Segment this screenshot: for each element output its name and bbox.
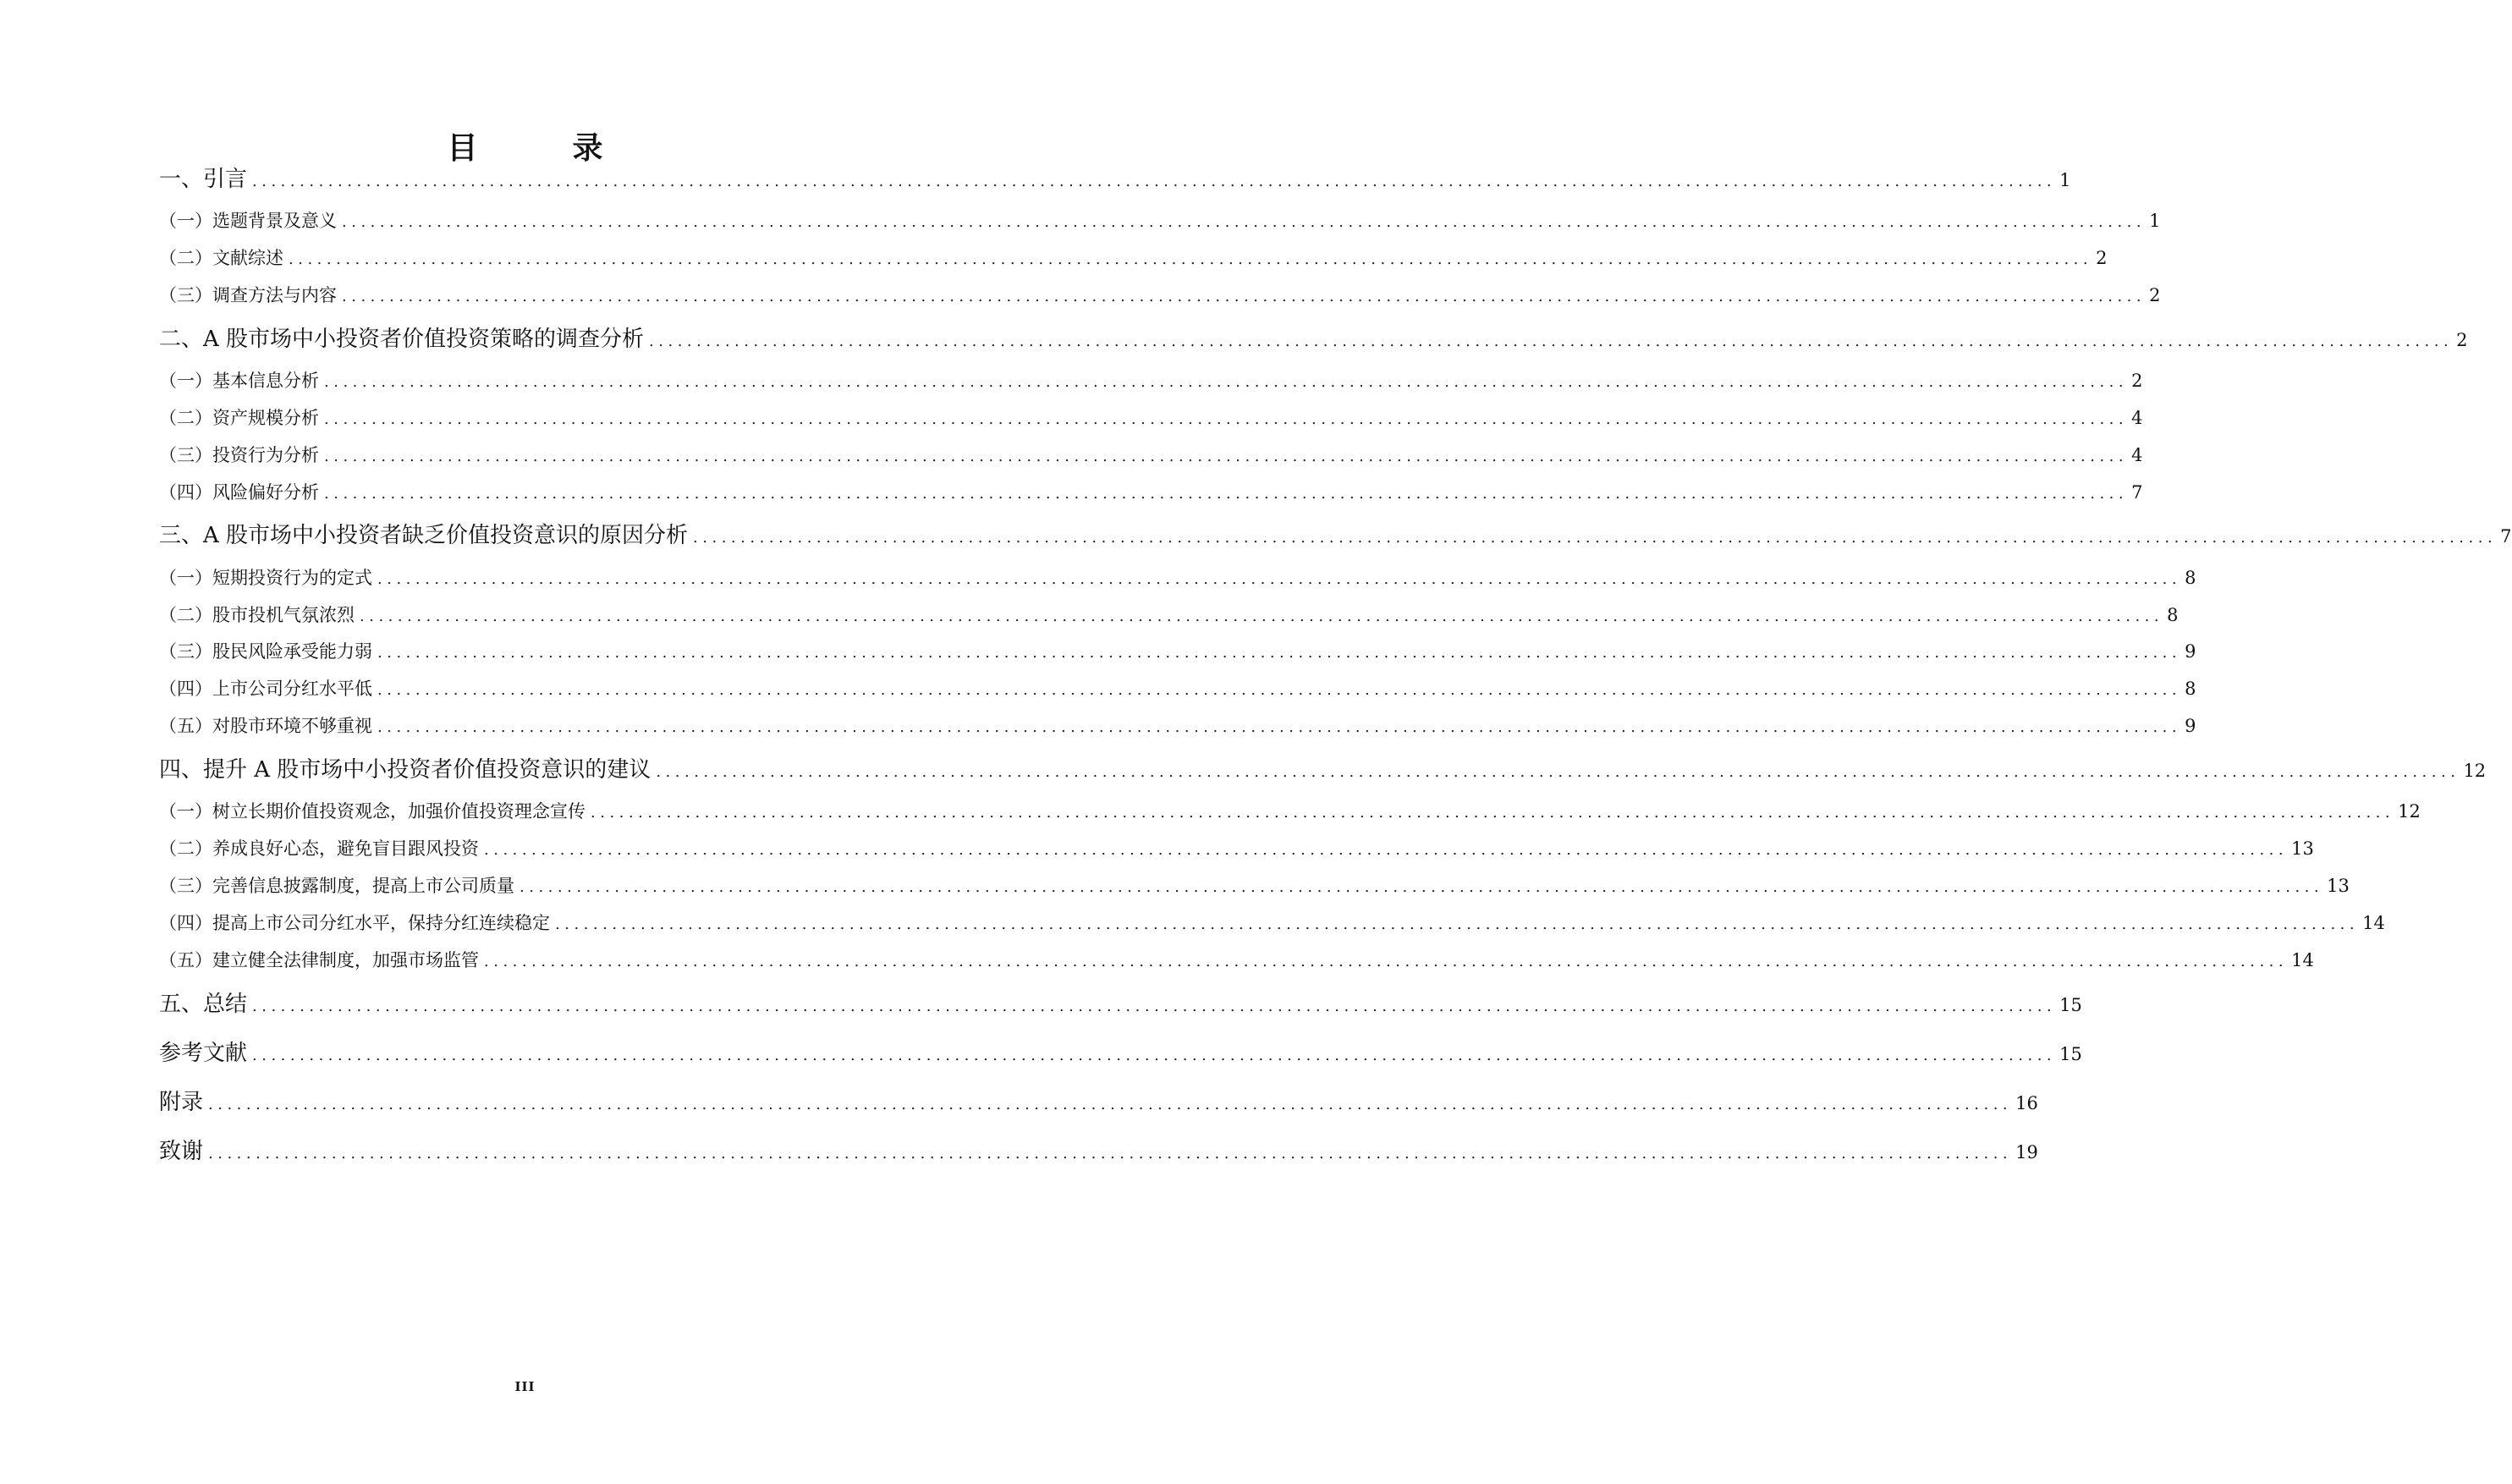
- toc-dot-leader: ..............................................................................................................................................................................................: [324, 485, 2129, 503]
- toc-page-number: 12: [2463, 761, 2487, 781]
- toc-entry-speculative-atmosphere[interactable]: [159, 602, 2179, 629]
- toc-entry-label: （三）调查方法与内容: [159, 285, 337, 305]
- toc-entry-good-mindset[interactable]: [159, 835, 2314, 862]
- toc-entry-literature-review[interactable]: [159, 245, 2108, 272]
- toc-page-number: 8: [2185, 679, 2196, 699]
- toc-entry-label: （二）资产规模分析: [159, 408, 319, 428]
- toc-page-number: 9: [2185, 641, 2196, 662]
- toc-page-number: 12: [2398, 801, 2421, 822]
- toc-dot-leader: ..............................................................................................................................................................................................: [289, 250, 2093, 268]
- toc-dot-leader: ..............................................................................................................................................................................................: [656, 763, 2460, 781]
- toc-dot-leader: ..............................................................................................................................................................................................: [484, 953, 2289, 970]
- toc-page-number: 4: [2131, 408, 2143, 428]
- toc-entry-long-term-concept[interactable]: [159, 798, 2421, 825]
- toc-dot-leader: ..............................................................................................................................................................................................: [519, 878, 2324, 896]
- toc-page-number: 16: [2015, 1093, 2038, 1113]
- toc-entry-label: 附录: [159, 1090, 204, 1115]
- toc-dot-leader: ..............................................................................................................................................................................................: [693, 529, 2498, 547]
- toc-entry-label: （一）短期投资行为的定式: [159, 568, 372, 588]
- toc-page-number: 13: [2327, 876, 2350, 896]
- toc-dot-leader: ..............................................................................................................................................................................................: [208, 1096, 2013, 1113]
- toc-page-number: 15: [2059, 995, 2082, 1015]
- toc-entry-label: （二）股市投机气氛浓烈: [159, 605, 355, 625]
- toc-dot-leader: ..............................................................................................................................................................................................: [377, 718, 2182, 736]
- toc-entry-risk-tolerance[interactable]: [159, 638, 2196, 665]
- toc-entry-intro[interactable]: [159, 164, 2071, 195]
- toc-dot-leader: ..............................................................................................................................................................................................: [324, 448, 2129, 465]
- toc-entry-investment-behavior[interactable]: [159, 442, 2143, 469]
- toc-entry-basic-info[interactable]: [159, 367, 2143, 394]
- toc-entry-label: （四）风险偏好分析: [159, 482, 319, 503]
- toc-entry-label: 参考文献: [159, 1041, 248, 1066]
- toc-entry-label: 二、A 股市场中小投资者价值投资策略的调查分析: [159, 327, 645, 352]
- toc-entry-label: （三）投资行为分析: [159, 445, 319, 465]
- toc-page-number: 13: [2291, 838, 2314, 859]
- toc-entry-market-environment[interactable]: [159, 712, 2196, 739]
- toc-dot-leader: ..............................................................................................................................................................................................: [555, 915, 2360, 933]
- toc-dot-leader: ..............................................................................................................................................................................................: [252, 173, 2057, 190]
- toc-entry-label: （三）完善信息披露制度，提高上市公司质量: [159, 876, 514, 896]
- toc-dot-leader: ..............................................................................................................................................................................................: [252, 1047, 2057, 1064]
- toc-entry-disclosure-system[interactable]: [159, 872, 2350, 899]
- toc-entry-label: （二）养成良好心态，避免盲目跟风投资: [159, 838, 479, 859]
- toc-entry-acknowledgements[interactable]: [159, 1136, 2038, 1167]
- toc-page-number: 2: [2456, 330, 2468, 350]
- toc-dot-leader: ..............................................................................................................................................................................................: [484, 841, 2289, 859]
- toc-dot-leader: ..............................................................................................................................................................................................: [591, 804, 2395, 822]
- toc-page-number: 4: [2131, 445, 2143, 465]
- toc-page-number: 15: [2059, 1044, 2082, 1064]
- toc-entry-label: （五）对股市环境不够重视: [159, 716, 372, 736]
- toc-page-number: 9: [2185, 716, 2196, 736]
- toc-entry-label: 三、A 股市场中小投资者缺乏价值投资意识的原因分析: [159, 523, 689, 548]
- toc-entry-legal-system[interactable]: [159, 947, 2314, 974]
- toc-page-number: 8: [2185, 568, 2196, 588]
- toc-entry-label: 四、提升 A 股市场中小投资者价值投资意识的建议: [159, 757, 651, 783]
- toc-dot-leader: ..............................................................................................................................................................................................: [324, 410, 2129, 428]
- toc-entry-references[interactable]: [159, 1038, 2082, 1069]
- toc-dot-leader: ..............................................................................................................................................................................................: [342, 288, 2146, 305]
- toc-entry-dividend-level[interactable]: [159, 675, 2196, 702]
- toc-page-number: 14: [2362, 913, 2385, 933]
- page-title: 目 录: [447, 130, 635, 166]
- toc-dot-leader: ..............................................................................................................................................................................................: [360, 607, 2164, 625]
- toc-entry-label: （一）基本信息分析: [159, 371, 319, 391]
- toc-dot-leader: ..............................................................................................................................................................................................: [377, 570, 2182, 588]
- toc-entry-label: 一、引言: [159, 167, 248, 192]
- toc-dot-leader: ..............................................................................................................................................................................................: [649, 333, 2454, 350]
- toc-entry-label: 致谢: [159, 1139, 204, 1164]
- toc-entry-survey-methods[interactable]: [159, 282, 2161, 309]
- toc-entry-label: （一）选题背景及意义: [159, 211, 337, 231]
- toc-page-number: 1: [2059, 170, 2071, 190]
- toc-entry-label: （四）上市公司分红水平低: [159, 679, 372, 699]
- toc-entry-label: （五）建立健全法律制度，加强市场监管: [159, 950, 479, 970]
- toc-page-number: 7: [2500, 526, 2512, 547]
- toc-page-number: 1: [2149, 211, 2161, 231]
- toc-entry-chapter-2[interactable]: [159, 324, 2468, 355]
- toc-entry-short-term-behavior[interactable]: [159, 564, 2196, 591]
- footer-page-number: III: [514, 1379, 536, 1394]
- toc-entry-chapter-4[interactable]: [159, 755, 2487, 785]
- toc-entry-asset-scale[interactable]: [159, 404, 2143, 431]
- toc-entry-raise-dividends[interactable]: [159, 910, 2385, 937]
- toc-dot-leader: ..............................................................................................................................................................................................: [342, 213, 2146, 231]
- toc-page-number: 2: [2149, 285, 2161, 305]
- toc-entry-background[interactable]: [159, 207, 2161, 234]
- toc-entry-appendix[interactable]: [159, 1087, 2038, 1118]
- toc-entry-label: （一）树立长期价值投资观念，加强价值投资理念宣传: [159, 801, 585, 822]
- toc-entry-risk-preference[interactable]: [159, 479, 2143, 506]
- toc-entry-label: （四）提高上市公司分红水平，保持分红连续稳定: [159, 913, 550, 933]
- toc-entry-chapter-3[interactable]: [159, 520, 2512, 551]
- toc-page-number: 2: [2096, 248, 2108, 268]
- toc-dot-leader: ..............................................................................................................................................................................................: [252, 998, 2057, 1015]
- toc-page-number: 7: [2131, 482, 2143, 503]
- toc-dot-leader: ..............................................................................................................................................................................................: [208, 1145, 2013, 1162]
- toc-entry-label: （三）股民风险承受能力弱: [159, 641, 372, 662]
- toc-entry-label: 五、总结: [159, 992, 248, 1017]
- toc-entry-conclusion[interactable]: [159, 989, 2082, 1020]
- toc-entry-label: （二）文献综述: [159, 248, 283, 268]
- toc-page-number: 8: [2167, 605, 2179, 625]
- toc-dot-leader: ..............................................................................................................................................................................................: [324, 373, 2129, 391]
- toc-page-number: 19: [2015, 1142, 2038, 1162]
- toc-page-number: 2: [2131, 371, 2143, 391]
- toc-page-number: 14: [2291, 950, 2314, 970]
- toc-dot-leader: ..............................................................................................................................................................................................: [377, 644, 2182, 662]
- toc-dot-leader: ..............................................................................................................................................................................................: [377, 681, 2182, 699]
